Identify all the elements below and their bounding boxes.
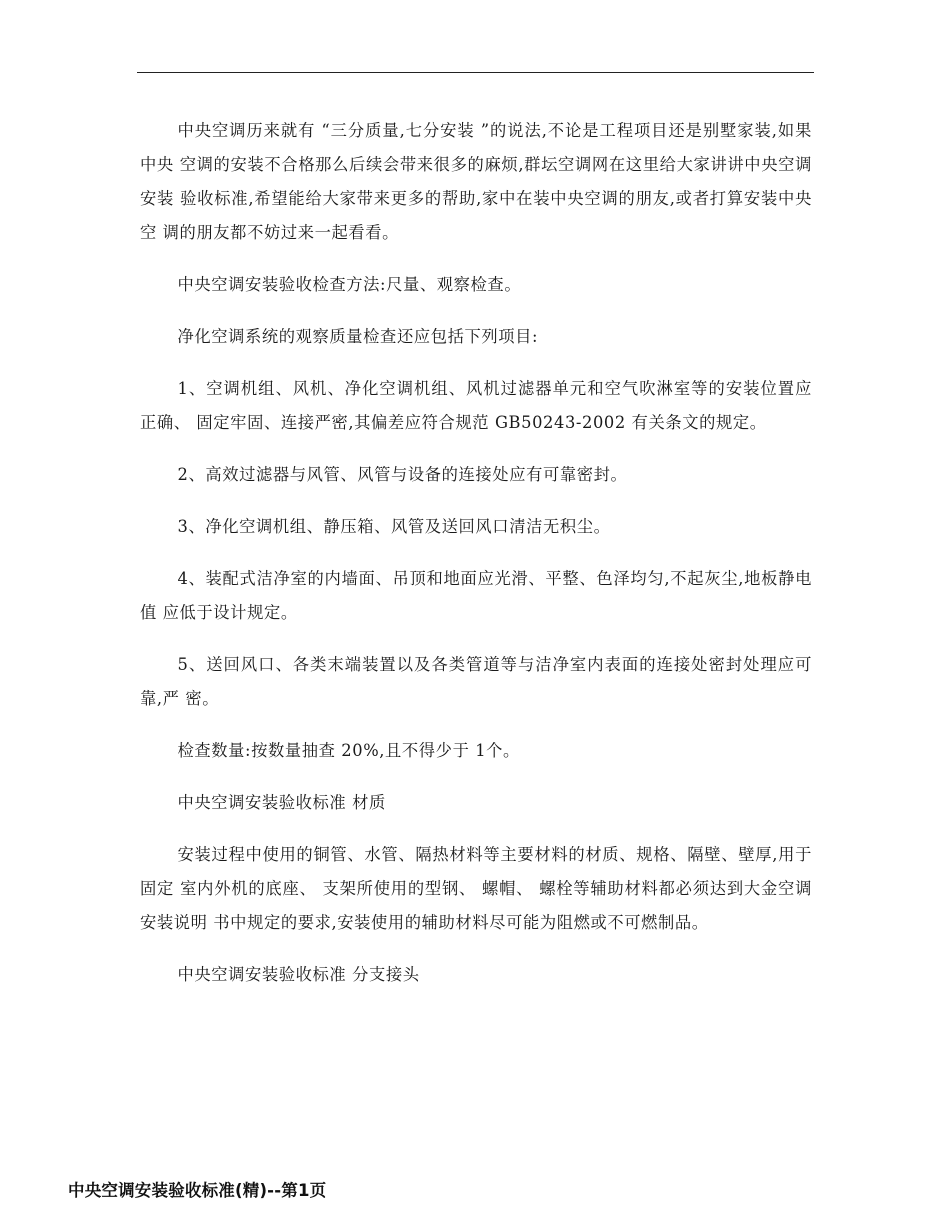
header-rule — [137, 72, 814, 73]
paragraph-purification-items: 净化空调系统的观察质量检查还应包括下列项目: — [177, 327, 539, 346]
paragraph-inspection-quantity: 检查数量:按数量抽查 20%,且不得少于 1个。 — [177, 741, 520, 760]
paragraph-item-5: 5、送回风口、各类末端装置以及各类管道等与洁净室内表面的连接处密封处理应可靠,严 密。 — [140, 655, 812, 708]
paragraph-item-1: 1、空调机组、风机、净化空调机组、风机过滤器单元和空气吹淋室等的安装位置应正确、 固定牢固、连接严密,其偏差应符合规范 GB50243-2002 有关条文的规定。 — [140, 379, 812, 432]
paragraph-item-3: 3、净化空调机组、静压箱、风管及送回风口清洁无积尘。 — [177, 517, 611, 536]
section-heading-branch-joint: 中央空调安装验收标准 分支接头 — [177, 965, 420, 984]
section-heading-material: 中央空调安装验收标准 材质 — [177, 793, 386, 812]
paragraph-material: 安装过程中使用的铜管、水管、隔热材料等主要材料的材质、规格、隔壁、壁厚,用于固定 室内外机的底座、 支架所使用的型钢、 螺帽、 螺栓等辅助材料都必须达到大金空调安装说明 书中规定的要求,安装使用的辅助材料尽可能为阻燃或不可燃制品。 — [140, 845, 812, 932]
paragraph-item-4: 4、装配式洁净室的内墙面、吊顶和地面应光滑、平整、色泽均匀,不起灰尘,地板静电值 应低于设计规定。 — [140, 569, 812, 622]
paragraph-inspection-method: 中央空调安装验收检查方法:尺量、观察检查。 — [177, 275, 522, 294]
page-footer: 中央空调安装验收标准(精)--第1页 — [68, 1181, 327, 1200]
document-body — [140, 114, 812, 992]
paragraph-intro: 中央空调历来就有 “三分质量,七分安装 ”的说法,不论是工程项目还是别墅家装,如果中央 空调的安装不合格那么后续会带来很多的麻烦,群坛空调网在这里给大家讲讲中央空调安装 验收标准,希望能给大家带来更多的帮助,家中在装中央空调的朋友,或者打算安装中央空 调的朋友都不妨过来一起看看。 — [140, 121, 812, 242]
paragraph-item-2: 2、高效过滤器与风管、风管与设备的连接处应有可靠密封。 — [177, 465, 628, 484]
